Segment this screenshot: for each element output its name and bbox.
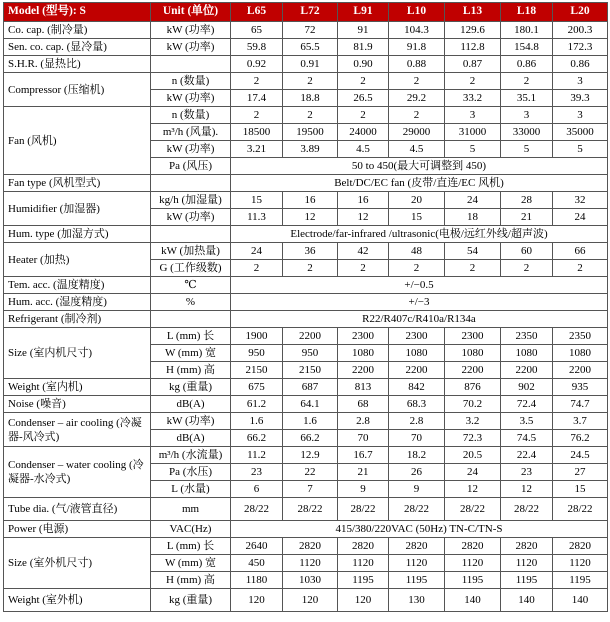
value-cell: 950 (283, 345, 338, 362)
value-cell: 1195 (501, 572, 553, 589)
unit-label: Pa (水压) (151, 464, 231, 481)
value-cell: 172.3 (553, 39, 608, 56)
value-cell: 28/22 (445, 498, 501, 521)
value-cell: 59.8 (231, 39, 283, 56)
value-cell: 1080 (445, 345, 501, 362)
value-cell: 2200 (553, 362, 608, 379)
param-label: Refrigerant (制冷剂) (4, 311, 151, 328)
value-cell: 2.8 (389, 413, 445, 430)
value-cell: 3.5 (501, 413, 553, 430)
value-cell: 54 (445, 243, 501, 260)
param-label: Condenser – water cooling (冷凝器-水冷式) (4, 447, 151, 498)
spec-row (4, 589, 608, 612)
param-label: Humidifier (加湿器) (4, 192, 151, 226)
value-cell: 24 (445, 464, 501, 481)
value-cell: 120 (231, 589, 283, 612)
value-cell: 11.2 (231, 447, 283, 464)
value-cell: 950 (231, 345, 283, 362)
unit-label: dB(A) (151, 396, 231, 413)
unit-label: Pa (风压) (151, 158, 231, 175)
merged-value: +/−0.5 (231, 277, 608, 294)
value-cell: 140 (501, 589, 553, 612)
value-cell: 91.8 (389, 39, 445, 56)
value-cell: 2300 (389, 328, 445, 345)
value-cell: 35.1 (501, 90, 553, 107)
value-cell: 12 (501, 481, 553, 498)
value-cell: 675 (231, 379, 283, 396)
value-cell: 140 (553, 589, 608, 612)
value-cell: 74.5 (501, 430, 553, 447)
value-cell: 2 (231, 73, 283, 90)
param-label: Tem. acc. (温度精度) (4, 277, 151, 294)
value-cell: 64.1 (283, 396, 338, 413)
value-cell: 21 (501, 209, 553, 226)
value-cell: 0.87 (445, 56, 501, 73)
value-cell: 16 (283, 192, 338, 209)
spec-row (4, 73, 608, 90)
value-cell: 180.1 (501, 22, 553, 39)
param-label: Fan type (风机型式) (4, 175, 151, 192)
value-cell: 19500 (283, 124, 338, 141)
value-cell: 65.5 (283, 39, 338, 56)
value-cell: 48 (389, 243, 445, 260)
value-cell: 2 (445, 73, 501, 90)
value-cell: 28/22 (283, 498, 338, 521)
value-cell: 68 (338, 396, 389, 413)
param-label: Noise (噪音) (4, 396, 151, 413)
value-cell: 1120 (283, 555, 338, 572)
param-label: Size (室外机尺寸) (4, 538, 151, 589)
param-label: S.H.R. (显热比) (4, 56, 151, 73)
value-cell: 15 (553, 481, 608, 498)
value-cell: 1.6 (231, 413, 283, 430)
value-cell: 33000 (501, 124, 553, 141)
value-cell: 24000 (338, 124, 389, 141)
unit-label: L (水量) (151, 481, 231, 498)
unit-label: kW (功率) (151, 90, 231, 107)
value-cell: 28/22 (338, 498, 389, 521)
value-cell: 24 (231, 243, 283, 260)
value-cell: 1120 (338, 555, 389, 572)
value-cell: 2 (389, 107, 445, 124)
unit-label: kW (功率) (151, 209, 231, 226)
value-cell: 1120 (501, 555, 553, 572)
value-cell: 16 (338, 192, 389, 209)
value-cell: 112.8 (445, 39, 501, 56)
param-label: Hum. acc. (湿度精度) (4, 294, 151, 311)
spec-row (4, 379, 608, 396)
spec-row (4, 22, 608, 39)
value-cell: 66.2 (283, 430, 338, 447)
value-cell: 18.8 (283, 90, 338, 107)
unit-label: kg (重量) (151, 379, 231, 396)
value-cell: 1195 (338, 572, 389, 589)
value-cell: 120 (283, 589, 338, 612)
value-cell: 902 (501, 379, 553, 396)
spec-row (4, 107, 608, 124)
value-cell: 24 (553, 209, 608, 226)
value-cell: 2300 (338, 328, 389, 345)
spec-row (4, 39, 608, 56)
value-cell: 28/22 (553, 498, 608, 521)
unit-label: kW (功率) (151, 22, 231, 39)
value-cell: 1195 (445, 572, 501, 589)
unit-label: ℃ (151, 277, 231, 294)
value-cell: 2 (338, 260, 389, 277)
value-cell: 3.7 (553, 413, 608, 430)
value-cell: 4.5 (389, 141, 445, 158)
unit-label (151, 175, 231, 192)
param-label: Size (室内机尺寸) (4, 328, 151, 379)
spec-row (4, 413, 608, 430)
value-cell: 18500 (231, 124, 283, 141)
value-cell: 1195 (553, 572, 608, 589)
value-cell: 687 (283, 379, 338, 396)
value-cell: 12 (283, 209, 338, 226)
value-cell: 20 (389, 192, 445, 209)
value-cell: 16.7 (338, 447, 389, 464)
value-cell: 66 (553, 243, 608, 260)
unit-label: m³/h (风量). (151, 124, 231, 141)
value-cell: 2 (231, 107, 283, 124)
value-cell: 3.2 (445, 413, 501, 430)
value-cell: 2640 (231, 538, 283, 555)
value-cell: 15 (231, 192, 283, 209)
value-cell: 450 (231, 555, 283, 572)
value-cell: 1030 (283, 572, 338, 589)
unit-label: W (mm) 宽 (151, 555, 231, 572)
value-cell: 200.3 (553, 22, 608, 39)
value-cell: 2350 (501, 328, 553, 345)
value-cell: 23 (501, 464, 553, 481)
unit-label: kW (功率) (151, 141, 231, 158)
header-model-name: L18 (501, 3, 553, 22)
param-label: Compressor (压缩机) (4, 73, 151, 107)
value-cell: 0.91 (283, 56, 338, 73)
value-cell: 9 (338, 481, 389, 498)
value-cell: 3 (445, 107, 501, 124)
header-unit: Unit (单位) (151, 3, 231, 22)
spec-row (4, 226, 608, 243)
value-cell: 1080 (501, 345, 553, 362)
value-cell: 72.4 (501, 396, 553, 413)
header-model-name: L20 (553, 3, 608, 22)
spec-row (4, 396, 608, 413)
unit-label: kg/h (加湿量) (151, 192, 231, 209)
unit-label: L (mm) 长 (151, 328, 231, 345)
value-cell: 3 (553, 107, 608, 124)
header-model-name: L13 (445, 3, 501, 22)
unit-label: L (mm) 长 (151, 538, 231, 555)
value-cell: 2 (338, 73, 389, 90)
value-cell: 2820 (389, 538, 445, 555)
value-cell: 3.21 (231, 141, 283, 158)
spec-row (4, 498, 608, 521)
value-cell: 1120 (445, 555, 501, 572)
value-cell: 935 (553, 379, 608, 396)
value-cell: 33.2 (445, 90, 501, 107)
value-cell: 21 (338, 464, 389, 481)
value-cell: 2200 (501, 362, 553, 379)
merged-value: Belt/DC/EC fan (皮带/直连/EC 风机) (231, 175, 608, 192)
header-model-name: L65 (231, 3, 283, 22)
value-cell: 18.2 (389, 447, 445, 464)
value-cell: 5 (501, 141, 553, 158)
value-cell: 81.9 (338, 39, 389, 56)
value-cell: 0.86 (501, 56, 553, 73)
value-cell: 23 (231, 464, 283, 481)
value-cell: 813 (338, 379, 389, 396)
value-cell: 76.2 (553, 430, 608, 447)
spec-table (3, 2, 608, 612)
value-cell: 0.88 (389, 56, 445, 73)
unit-label: G (工作级数) (151, 260, 231, 277)
value-cell: 154.8 (501, 39, 553, 56)
value-cell: 2820 (445, 538, 501, 555)
value-cell: 11.3 (231, 209, 283, 226)
value-cell: 2820 (338, 538, 389, 555)
value-cell: 1080 (338, 345, 389, 362)
value-cell: 129.6 (445, 22, 501, 39)
value-cell: 2200 (283, 328, 338, 345)
unit-label: kg (重量) (151, 589, 231, 612)
unit-label: n (数量) (151, 73, 231, 90)
value-cell: 0.92 (231, 56, 283, 73)
unit-label: kW (功率) (151, 413, 231, 430)
value-cell: 1.6 (283, 413, 338, 430)
header-model-name: L91 (338, 3, 389, 22)
value-cell: 2 (283, 73, 338, 90)
value-cell: 61.2 (231, 396, 283, 413)
value-cell: 70.2 (445, 396, 501, 413)
value-cell: 4.5 (338, 141, 389, 158)
value-cell: 12 (445, 481, 501, 498)
value-cell: 2 (231, 260, 283, 277)
value-cell: 2200 (445, 362, 501, 379)
unit-label: % (151, 294, 231, 311)
value-cell: 2820 (283, 538, 338, 555)
value-cell: 66.2 (231, 430, 283, 447)
param-label: Weight (室内机) (4, 379, 151, 396)
value-cell: 2150 (231, 362, 283, 379)
value-cell: 27 (553, 464, 608, 481)
value-cell: 2150 (283, 362, 338, 379)
value-cell: 68.3 (389, 396, 445, 413)
unit-label: dB(A) (151, 430, 231, 447)
value-cell: 36 (283, 243, 338, 260)
value-cell: 60 (501, 243, 553, 260)
unit-label: VAC(Hz) (151, 521, 231, 538)
value-cell: 842 (389, 379, 445, 396)
unit-label: H (mm) 高 (151, 572, 231, 589)
value-cell: 2 (501, 260, 553, 277)
value-cell: 29.2 (389, 90, 445, 107)
value-cell: 120 (338, 589, 389, 612)
unit-label (151, 56, 231, 73)
value-cell: 1080 (389, 345, 445, 362)
spec-row (4, 447, 608, 464)
value-cell: 70 (389, 430, 445, 447)
value-cell: 2 (445, 260, 501, 277)
param-label: Heater (加热) (4, 243, 151, 277)
value-cell: 2350 (553, 328, 608, 345)
value-cell: 39.3 (553, 90, 608, 107)
value-cell: 0.86 (553, 56, 608, 73)
value-cell: 70 (338, 430, 389, 447)
merged-value: R22/R407c/R410a/R134a (231, 311, 608, 328)
value-cell: 1195 (389, 572, 445, 589)
value-cell: 26.5 (338, 90, 389, 107)
spec-row (4, 521, 608, 538)
value-cell: 17.4 (231, 90, 283, 107)
value-cell: 2 (283, 260, 338, 277)
spec-row (4, 192, 608, 209)
value-cell: 2300 (445, 328, 501, 345)
value-cell: 2 (553, 260, 608, 277)
value-cell: 104.3 (389, 22, 445, 39)
header-model-name: L72 (283, 3, 338, 22)
spec-row (4, 294, 608, 311)
value-cell: 12 (338, 209, 389, 226)
param-label: Co. cap. (制冷量) (4, 22, 151, 39)
value-cell: 2820 (501, 538, 553, 555)
value-cell: 42 (338, 243, 389, 260)
merged-value: +/−3 (231, 294, 608, 311)
value-cell: 876 (445, 379, 501, 396)
unit-label: kW (功率) (151, 39, 231, 56)
value-cell: 1120 (553, 555, 608, 572)
value-cell: 22 (283, 464, 338, 481)
spec-row (4, 277, 608, 294)
param-label: Hum. type (加湿方式) (4, 226, 151, 243)
value-cell: 15 (389, 209, 445, 226)
value-cell: 28/22 (231, 498, 283, 521)
value-cell: 32 (553, 192, 608, 209)
unit-label (151, 226, 231, 243)
header-model: Model (型号): S (4, 3, 151, 22)
spec-row (4, 311, 608, 328)
value-cell: 74.7 (553, 396, 608, 413)
value-cell: 12.9 (283, 447, 338, 464)
value-cell: 2 (389, 260, 445, 277)
header-row (4, 3, 608, 22)
spec-row (4, 328, 608, 345)
merged-value: Electrode/far-infrared /ultrasonic(电极/远红外线/超声波) (231, 226, 608, 243)
unit-label: kW (加热量) (151, 243, 231, 260)
value-cell: 31000 (445, 124, 501, 141)
param-label: Condenser – air cooling (冷凝器-风冷式) (4, 413, 151, 447)
value-cell: 28 (501, 192, 553, 209)
value-cell: 29000 (389, 124, 445, 141)
value-cell: 1180 (231, 572, 283, 589)
param-label: Weight (室外机) (4, 589, 151, 612)
unit-label: m³/h (水流量) (151, 447, 231, 464)
value-cell: 28/22 (389, 498, 445, 521)
param-label: Power (电源) (4, 521, 151, 538)
merged-value: 50 to 450(最大可调整到 450) (231, 158, 608, 175)
value-cell: 24.5 (553, 447, 608, 464)
spec-body (4, 22, 608, 612)
param-label: Sen. co. cap. (显冷量) (4, 39, 151, 56)
value-cell: 2 (389, 73, 445, 90)
value-cell: 35000 (553, 124, 608, 141)
value-cell: 91 (338, 22, 389, 39)
value-cell: 26 (389, 464, 445, 481)
value-cell: 22.4 (501, 447, 553, 464)
value-cell: 2 (338, 107, 389, 124)
param-label: Fan (风机) (4, 107, 151, 175)
value-cell: 2 (501, 73, 553, 90)
value-cell: 24 (445, 192, 501, 209)
value-cell: 20.5 (445, 447, 501, 464)
value-cell: 28/22 (501, 498, 553, 521)
value-cell: 5 (553, 141, 608, 158)
unit-label (151, 311, 231, 328)
value-cell: 72 (283, 22, 338, 39)
param-label: Tube dia. (气/液管直径) (4, 498, 151, 521)
unit-label: mm (151, 498, 231, 521)
unit-label: W (mm) 宽 (151, 345, 231, 362)
spec-row (4, 538, 608, 555)
value-cell: 5 (445, 141, 501, 158)
value-cell: 2820 (553, 538, 608, 555)
value-cell: 0.90 (338, 56, 389, 73)
value-cell: 7 (283, 481, 338, 498)
value-cell: 2 (283, 107, 338, 124)
value-cell: 65 (231, 22, 283, 39)
value-cell: 140 (445, 589, 501, 612)
value-cell: 1120 (389, 555, 445, 572)
value-cell: 2200 (389, 362, 445, 379)
value-cell: 3 (553, 73, 608, 90)
spec-row (4, 175, 608, 192)
value-cell: 72.3 (445, 430, 501, 447)
value-cell: 130 (389, 589, 445, 612)
header-model-name: L10 (389, 3, 445, 22)
value-cell: 1080 (553, 345, 608, 362)
value-cell: 2200 (338, 362, 389, 379)
unit-label: H (mm) 高 (151, 362, 231, 379)
value-cell: 2.8 (338, 413, 389, 430)
value-cell: 1900 (231, 328, 283, 345)
unit-label: n (数量) (151, 107, 231, 124)
spec-row (4, 243, 608, 260)
value-cell: 3.89 (283, 141, 338, 158)
merged-value: 415/380/220VAC (50Hz) TN-C/TN-S (231, 521, 608, 538)
value-cell: 9 (389, 481, 445, 498)
value-cell: 6 (231, 481, 283, 498)
value-cell: 3 (501, 107, 553, 124)
value-cell: 18 (445, 209, 501, 226)
spec-row (4, 56, 608, 73)
